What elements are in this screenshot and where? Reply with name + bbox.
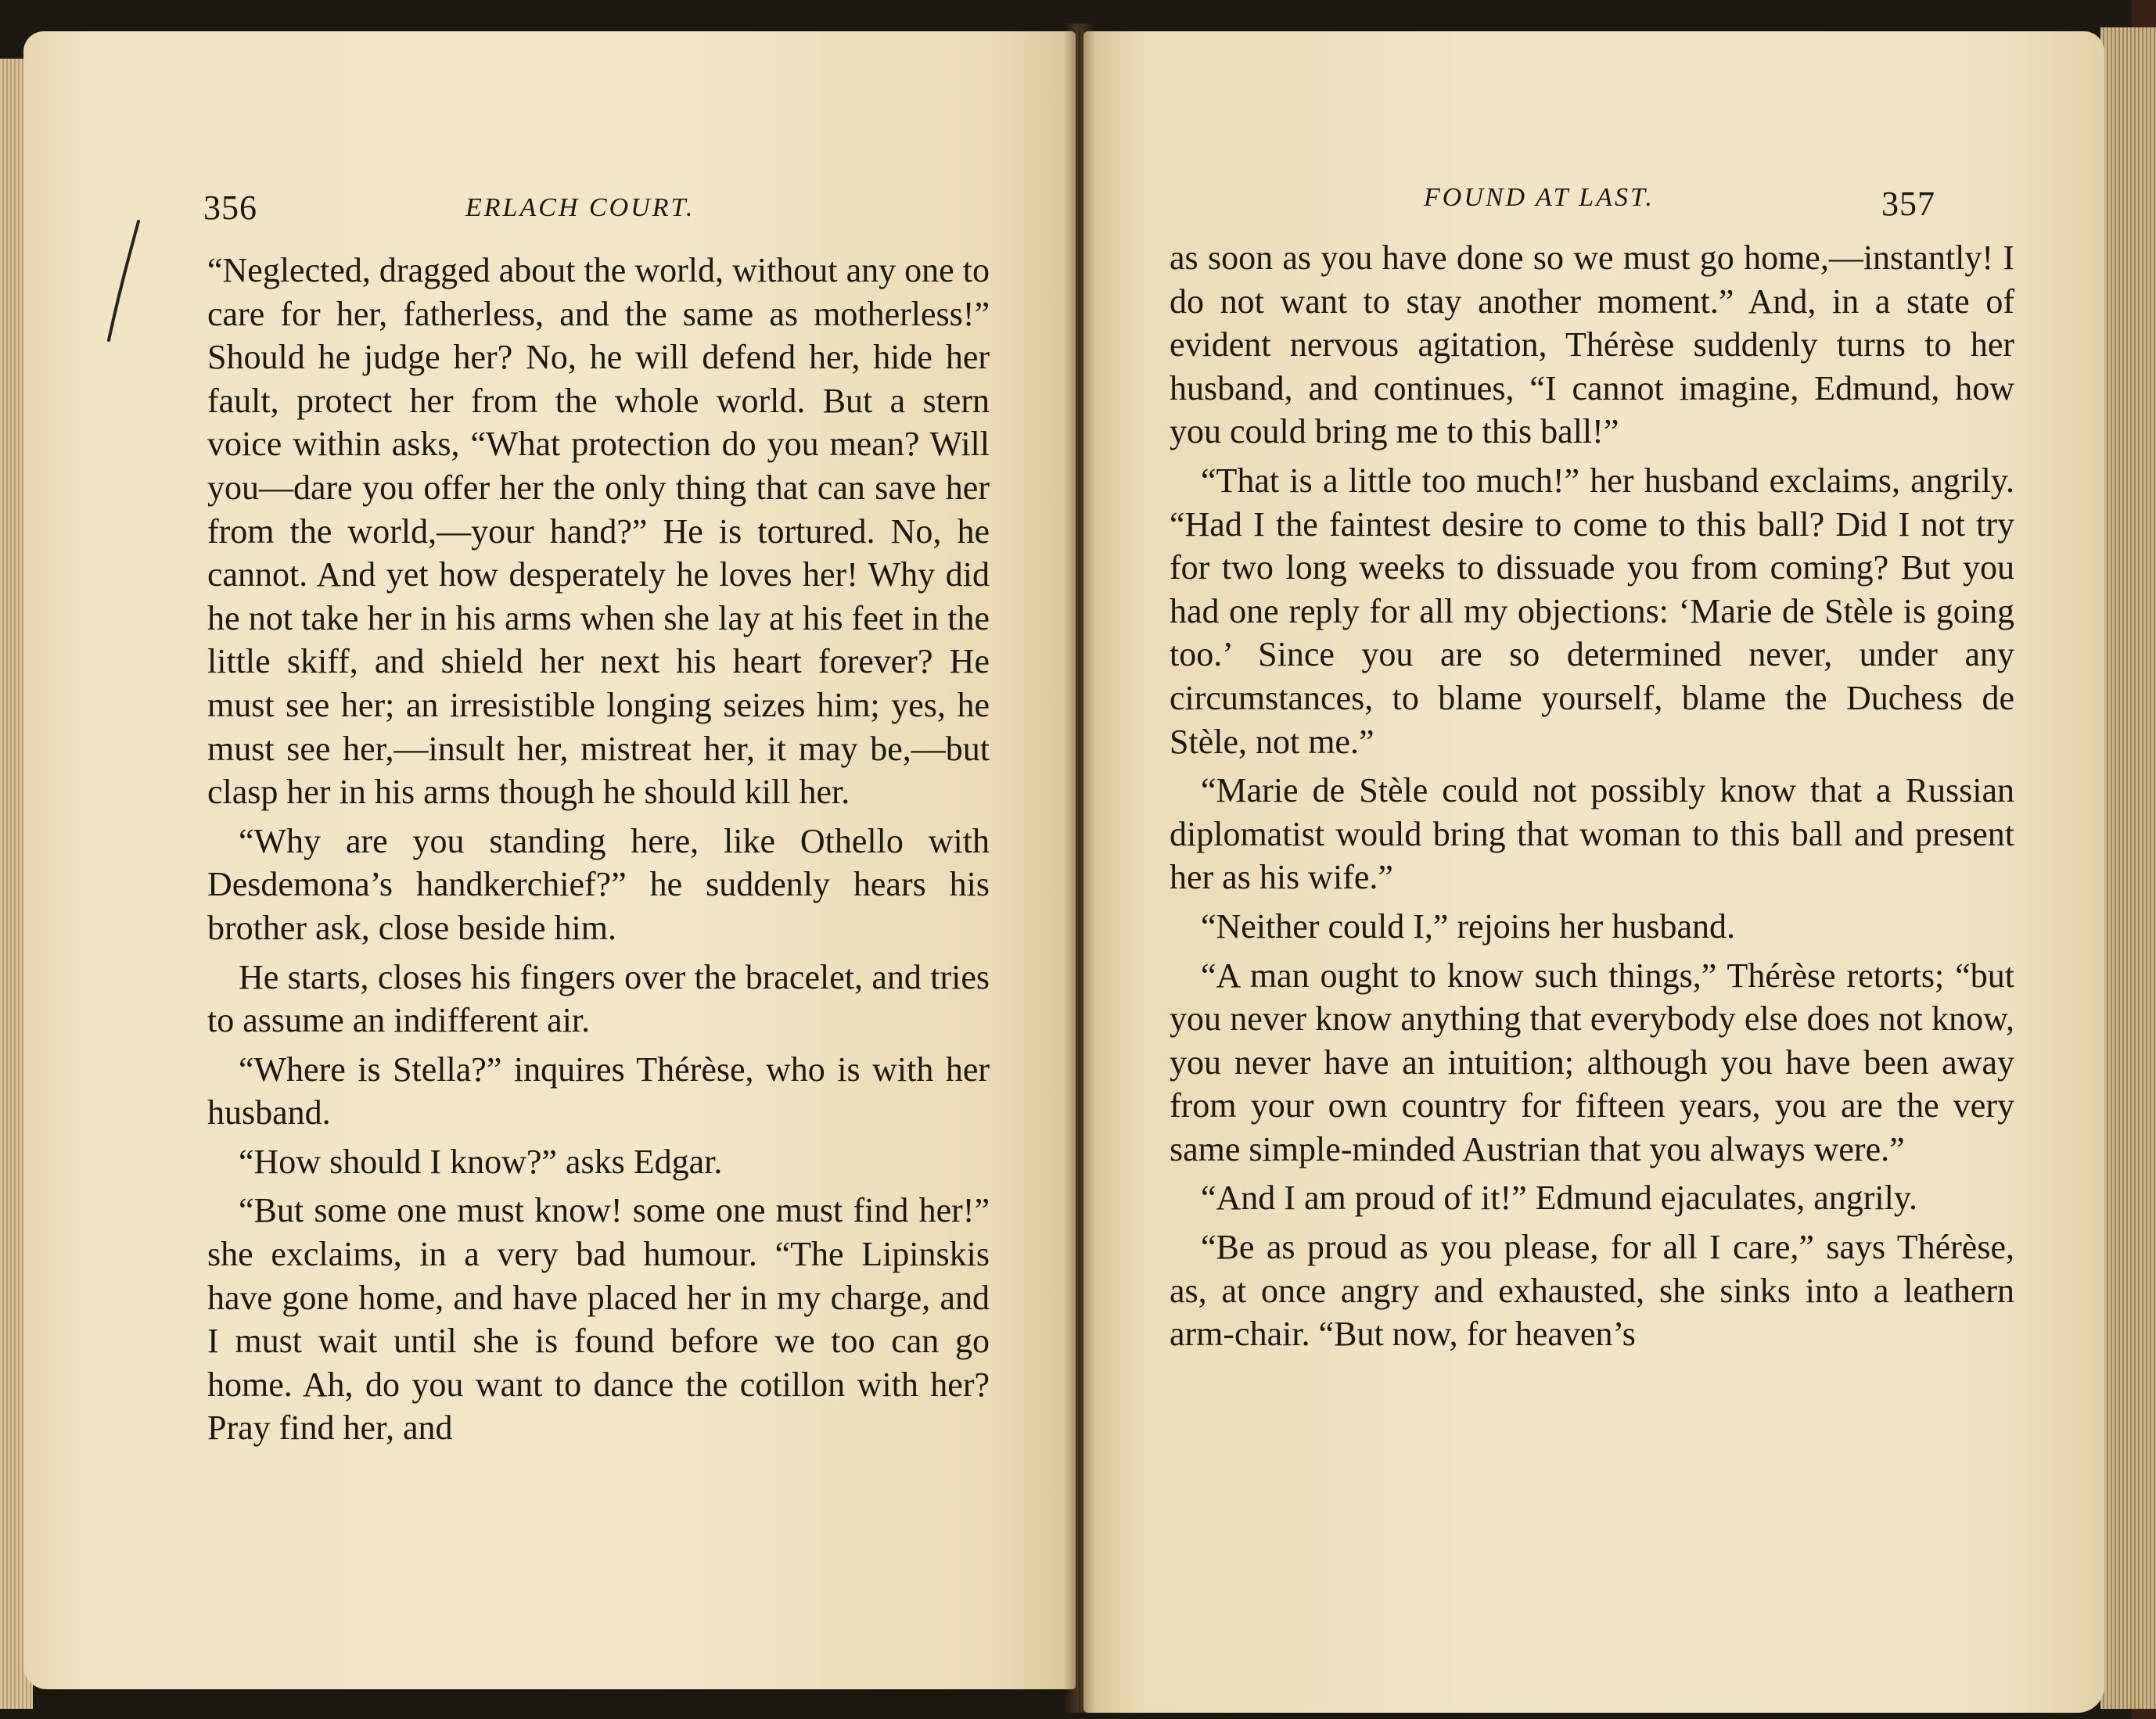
paragraph: “Neither could I,” rejoins her husband. (1201, 906, 1735, 946)
pencil-mark-icon (98, 215, 145, 348)
book-gutter (1064, 23, 1095, 1713)
paragraph: “A man ought to know such things,” Thérèse retorts; “but you never know anything that everybody else does not know, you never have an intuition; although you have been away from your own country for fifteen years, you are the very same simple-minded Austrian that you always were.” (1170, 956, 2014, 1168)
right-page-number: 357 (1881, 185, 1935, 223)
right-page (1083, 31, 2104, 1713)
paragraph: “But some one must know! some one must find her!” she exclaims, in a very bad humour. “The Lipinskis have gone home, and have placed her in my charge, and I must wait until she is found before we too can go home. Ah, do you want to dance the cotillon with her? Pray find her, and (207, 1191, 990, 1448)
paragraph: “Neglected, dragged about the world, without any one to care for her, fatherless, and the same as motherless!” Should he judge her? No, he will defend her, hide her fault, protect her from the whole world. But a stern voice within asks, “What protection do you mean? Will you—dare you offer her the only thing that can save her from the world,—your hand?” He is tortured. No, he cannot. And yet how desperately he loves her! Why did he not take her in his arms when she lay at his feet in the little skiff, and shield her next his heart forever? He must see her; an irresistible longing seizes him; yes, he must see her,—insult her, mistreat her, it may be,—but clasp her in his arms though he should kill her. (207, 251, 990, 812)
paragraph: as soon as you have done so we must go home,—instantly! I do not want to stay another moment.” And, in a state of evident nervous agitation, Thérèse suddenly turns to her husband, and continues, “I cannot imagine, Edmund, how you could bring me to this ball!” (1170, 239, 2014, 451)
paragraph: “Marie de Stèle could not possibly know that a Russian diplomatist would bring that woman to this ball and present her as his wife.” (1170, 771, 2014, 897)
left-page-text (207, 249, 990, 1455)
right-running-title: FOUND AT LAST. (1424, 183, 1655, 212)
left-page-number: 356 (203, 188, 257, 227)
paragraph: “Where is Stella?” inquires Thérèse, who is with her husband. (207, 1050, 990, 1132)
paragraph: “That is a little too much!” her husband exclaims, angrily. “Had I the faintest desire to come to this ball? Did I not try for two long weeks to dissuade you from coming? But you had one reply for all my objections: ‘Marie de Stèle is going too.’ Since you are so determined never, under any circumstances, to blame yourself, blame the Duchess de Stèle, not me.” (1170, 461, 2014, 761)
right-page-text (1170, 236, 2014, 1362)
paragraph: “And I am proud of it!” Edmund ejaculates, angrily. (1201, 1179, 1917, 1218)
paragraph: “Why are you standing here, like Othello with Desdemona’s handkerchief?” he suddenly hears his brother ask, close beside him. (207, 821, 990, 947)
paragraph: “How should I know?” asks Edgar. (239, 1142, 723, 1181)
paragraph: He starts, closes his fingers over the bracelet, and tries to assume an indifferent air. (207, 957, 990, 1040)
page-edges-right (2100, 27, 2156, 1709)
left-page (23, 31, 1076, 1689)
left-running-title: ERLACH COURT. (465, 193, 695, 222)
paragraph: “Be as proud as you please, for all I care,” says Thérèse, as, at once angry and exhausted, she sinks into a leathern arm-chair. “But now, for heaven’s (1170, 1228, 2014, 1354)
